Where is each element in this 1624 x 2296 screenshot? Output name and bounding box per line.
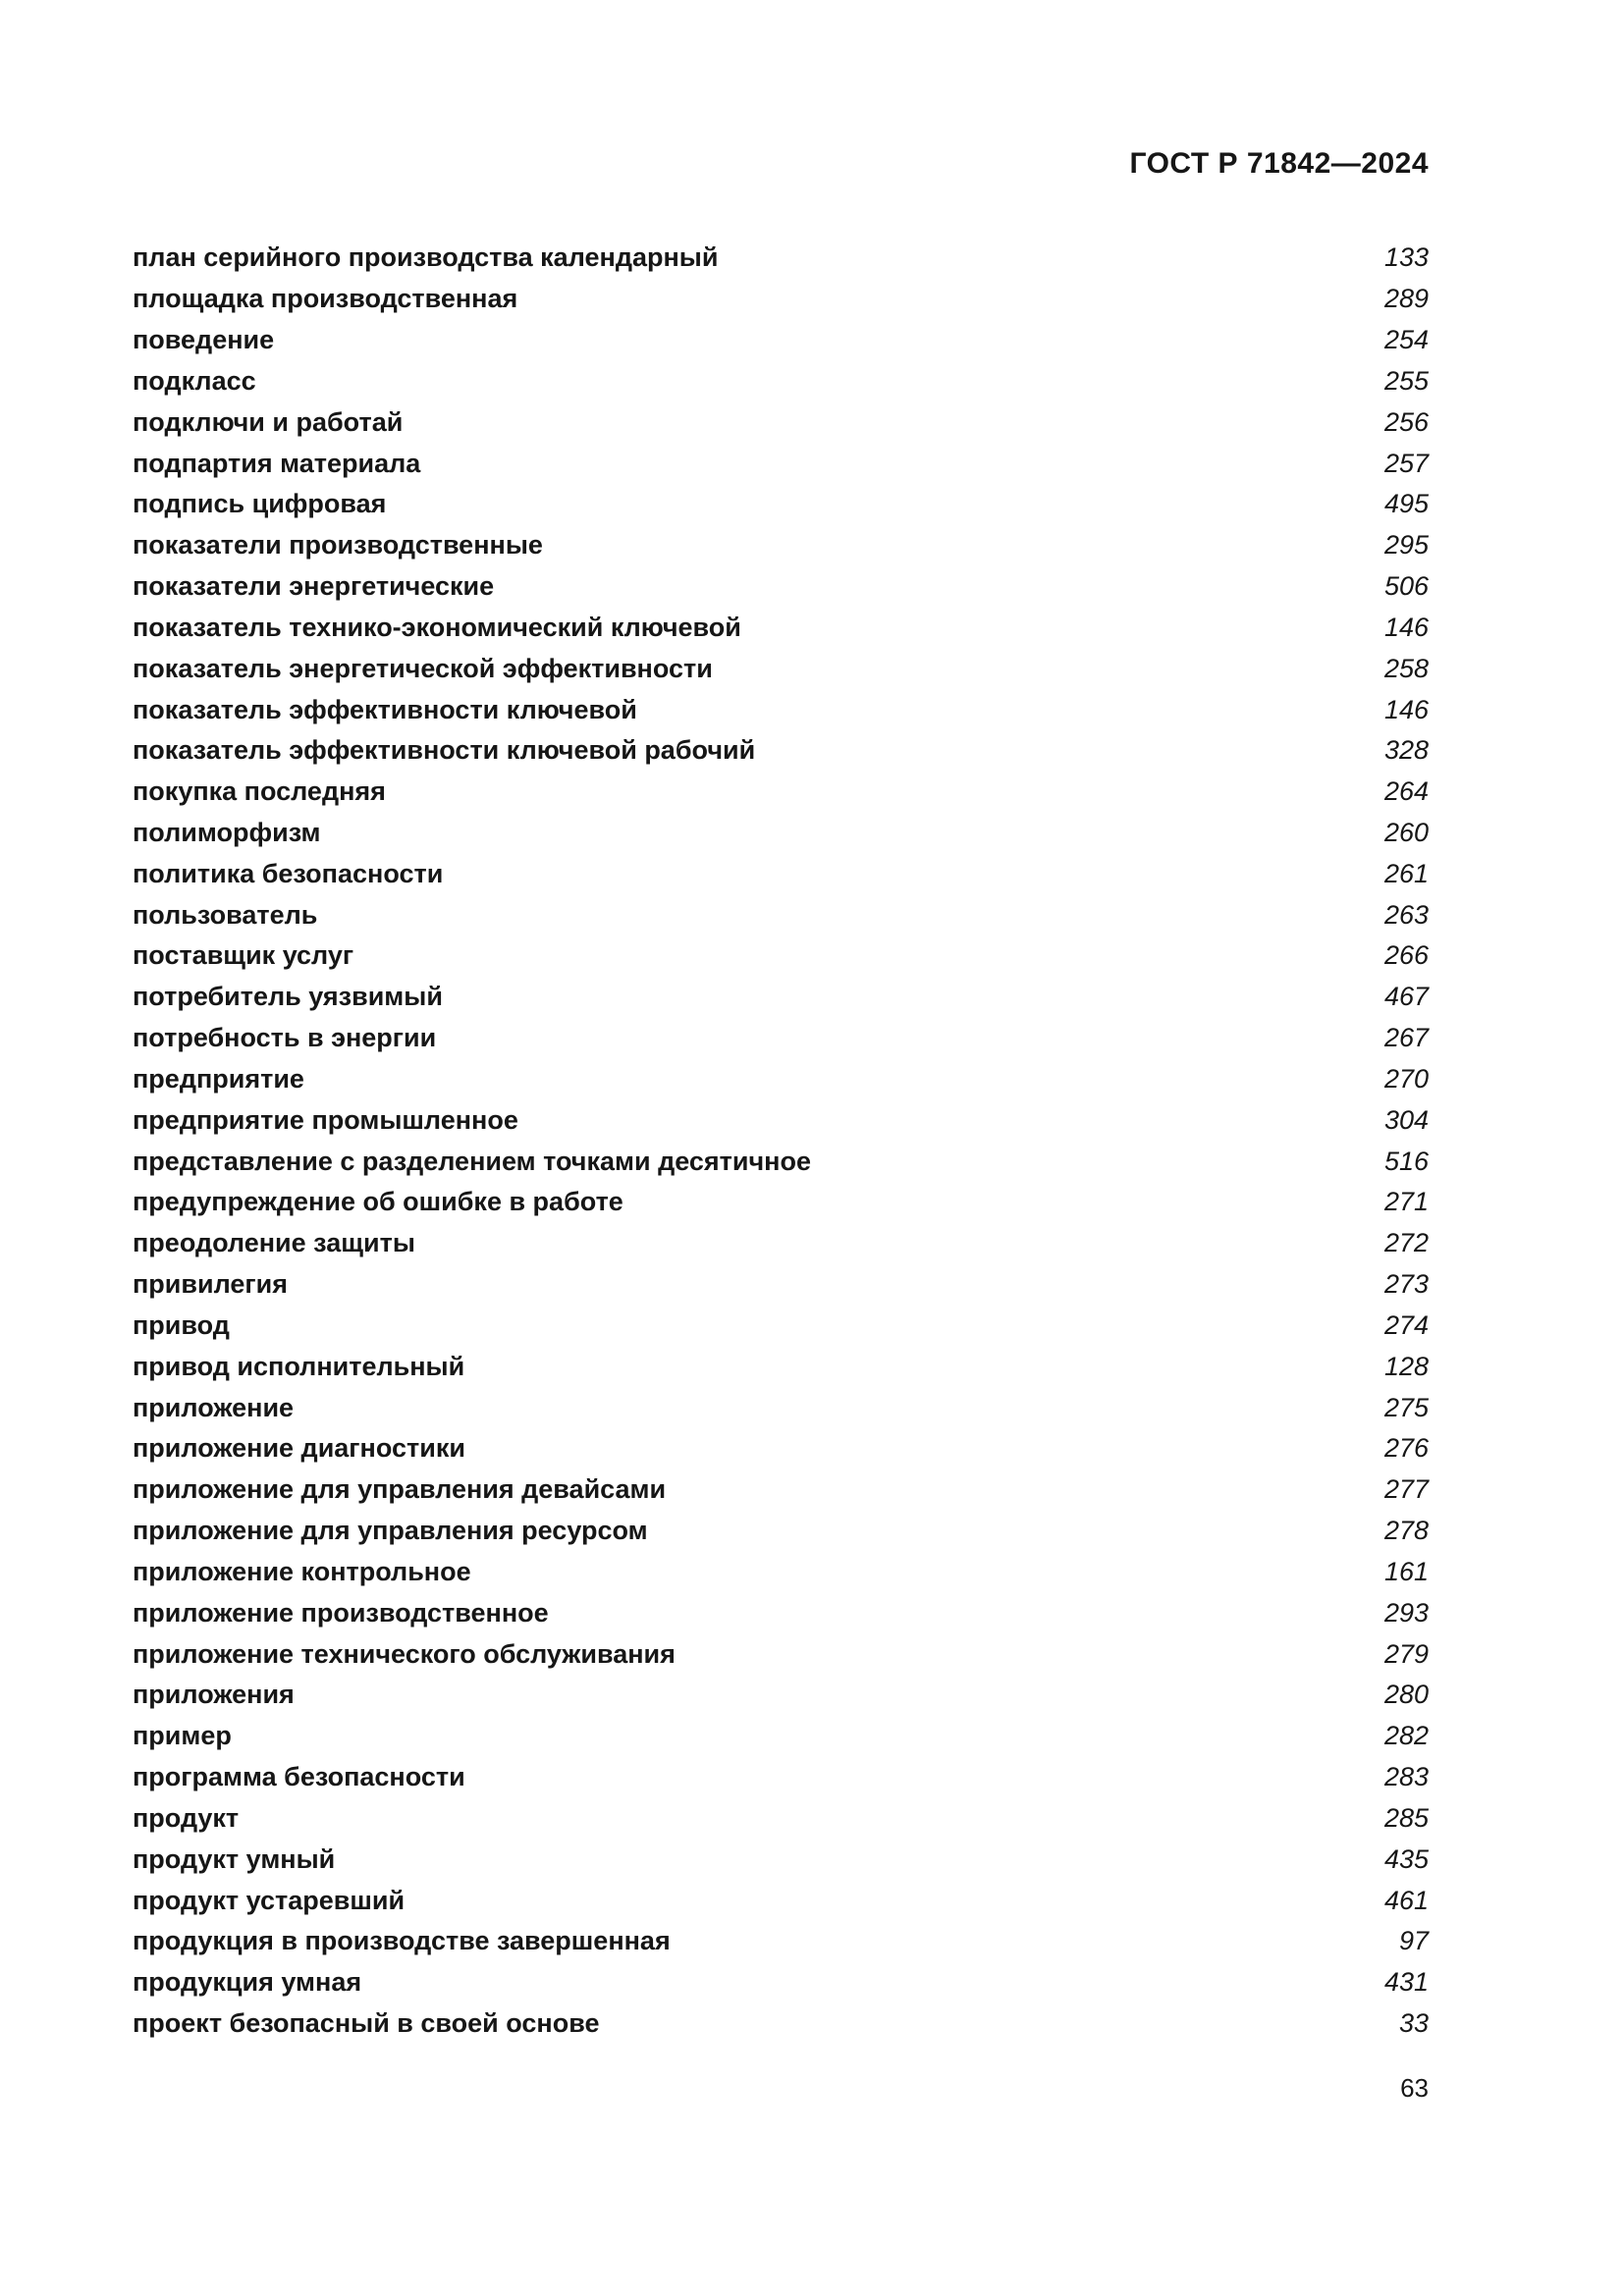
index-row — [133, 1059, 1429, 1100]
index-term: подпись цифровая — [133, 489, 387, 519]
index-row — [133, 1675, 1429, 1716]
index-page-number: 304 — [1383, 1104, 1429, 1135]
index-page-number: 272 — [1383, 1228, 1429, 1258]
index-row — [133, 1552, 1429, 1593]
index-page-number: 273 — [1383, 1269, 1429, 1300]
index-term: приложение контрольное — [133, 1556, 471, 1586]
index-page-number: 289 — [1383, 284, 1429, 314]
index-page-number: 261 — [1383, 858, 1429, 888]
index-term: пример — [133, 1721, 232, 1751]
index-term: покупка последняя — [133, 776, 386, 807]
index-row — [133, 894, 1429, 935]
index-page-number: 276 — [1383, 1433, 1429, 1464]
page-number: 63 — [1400, 2073, 1429, 2103]
index-row — [133, 689, 1429, 730]
index-row — [133, 1346, 1429, 1387]
index-row — [133, 1592, 1429, 1633]
index-page-number: 516 — [1383, 1146, 1429, 1176]
index-page-number: 467 — [1383, 982, 1429, 1012]
index-page-number: 435 — [1383, 1843, 1429, 1874]
index-term: площадка производственная — [133, 284, 518, 314]
index-term: показатели производственные — [133, 530, 543, 561]
index-term: преодоление защиты — [133, 1228, 415, 1258]
index-page-number: 264 — [1383, 776, 1429, 807]
index-page-number: 270 — [1383, 1063, 1429, 1094]
index-term: план серийного производства календарный — [133, 242, 719, 273]
index-term: продукт умный — [133, 1843, 336, 1874]
index-row — [133, 1018, 1429, 1059]
index-term: привилегия — [133, 1269, 289, 1300]
index-row — [133, 1797, 1429, 1839]
index-term: показатель эффективности ключевой рабочий — [133, 735, 756, 766]
index-row — [133, 977, 1429, 1018]
index-term: полиморфизм — [133, 818, 321, 847]
index-term: приложения — [133, 1680, 295, 1710]
index-page-number: 146 — [1383, 694, 1429, 724]
index-row — [133, 1428, 1429, 1469]
index-term: подключи и работай — [133, 406, 404, 437]
index-row — [133, 935, 1429, 977]
index-term: продукт — [133, 1802, 240, 1833]
index-page-number: 254 — [1383, 325, 1429, 355]
index-term: программа безопасности — [133, 1762, 465, 1792]
index-page-number: 282 — [1383, 1721, 1429, 1751]
index-term: привод — [133, 1309, 230, 1340]
index-page-number: 146 — [1383, 612, 1429, 642]
index-term: проект безопасный в своей основе — [133, 2008, 600, 2039]
index-row — [133, 813, 1429, 854]
index-term: приложение для управления ресурсом — [133, 1516, 648, 1546]
index-row — [133, 1182, 1429, 1223]
index-row — [133, 1099, 1429, 1141]
index-row — [133, 1141, 1429, 1182]
index-row — [133, 648, 1429, 689]
index-term: предприятие — [133, 1063, 304, 1094]
index-row — [133, 730, 1429, 772]
index-term: приложение технического обслуживания — [133, 1638, 676, 1669]
index-term: показатели энергетические — [133, 571, 495, 602]
index-term: продукт устаревший — [133, 1885, 406, 1915]
index-page-number: 461 — [1383, 1885, 1429, 1915]
document-code-header: ГОСТ Р 71842—2024 — [1129, 147, 1429, 180]
index-page-number: 277 — [1383, 1474, 1429, 1505]
index-term: приложение диагностики — [133, 1433, 465, 1464]
index-page-number: 279 — [1383, 1638, 1429, 1669]
index-page-number: 278 — [1383, 1516, 1429, 1546]
index-page-number: 283 — [1383, 1762, 1429, 1792]
index-page-number: 431 — [1383, 1967, 1429, 1998]
index-term: приложение — [133, 1392, 295, 1422]
index-page-number: 33 — [1398, 2008, 1429, 2039]
index-page-number: 274 — [1383, 1309, 1429, 1340]
index-row — [133, 1223, 1429, 1264]
index-row — [133, 1264, 1429, 1306]
index-row — [133, 320, 1429, 361]
index-row — [133, 1716, 1429, 1757]
index-page-number: 255 — [1383, 365, 1429, 396]
index-row — [133, 443, 1429, 484]
index-row — [133, 1921, 1429, 1962]
index-row — [133, 1306, 1429, 1347]
index-page-number: 506 — [1383, 571, 1429, 602]
index-term: пользователь — [133, 899, 318, 930]
index-row — [133, 566, 1429, 608]
index-page-number: 271 — [1383, 1187, 1429, 1217]
index-page-number: 267 — [1383, 1023, 1429, 1053]
index-page-number: 280 — [1383, 1680, 1429, 1710]
index-term: показатель технико-экономический ключевой — [133, 612, 741, 642]
index-row — [133, 525, 1429, 566]
index-page-number: 258 — [1383, 653, 1429, 683]
index-term: потребитель уязвимый — [133, 982, 443, 1012]
index-term: поведение — [133, 325, 275, 355]
index-row — [133, 2003, 1429, 2045]
index-term: приложение для управления девайсами — [133, 1474, 667, 1505]
index-page-number: 285 — [1383, 1802, 1429, 1833]
index-row — [133, 279, 1429, 320]
index-term: показатель энергетической эффективности — [133, 653, 713, 683]
index-page-number: 495 — [1383, 489, 1429, 519]
index-term: подкласс — [133, 365, 256, 396]
index-term: подпартия материала — [133, 448, 421, 478]
index-term: показатель эффективности ключевой — [133, 694, 637, 724]
index-row — [133, 1387, 1429, 1428]
index-page-number: 275 — [1383, 1392, 1429, 1422]
index-row — [133, 772, 1429, 813]
index-term: продукция умная — [133, 1967, 362, 1998]
index-page-number: 328 — [1383, 735, 1429, 766]
index-row — [133, 238, 1429, 279]
index-page-number: 293 — [1383, 1597, 1429, 1628]
index-page-number: 161 — [1383, 1556, 1429, 1586]
index-row — [133, 1469, 1429, 1511]
index-term: поставщик услуг — [133, 940, 354, 971]
index-row — [133, 1633, 1429, 1675]
index-row — [133, 1880, 1429, 1921]
index-row — [133, 853, 1429, 894]
index-term: предприятие промышленное — [133, 1104, 518, 1135]
index-row — [133, 1962, 1429, 2003]
index-page-number: 257 — [1383, 448, 1429, 478]
index-term: представление с разделением точками десятичное — [133, 1146, 811, 1176]
index-page-number: 128 — [1383, 1351, 1429, 1381]
index-term: приложение производственное — [133, 1597, 549, 1628]
index-row — [133, 1757, 1429, 1798]
index-page-number: 295 — [1383, 530, 1429, 561]
index-page-number: 133 — [1383, 242, 1429, 273]
index-page-number: 263 — [1383, 899, 1429, 930]
index-row — [133, 360, 1429, 401]
index-term: политика безопасности — [133, 858, 444, 888]
index-term: привод исполнительный — [133, 1351, 465, 1381]
index-term: продукция в производстве завершенная — [133, 1926, 671, 1956]
index-term: предупреждение об ошибке в работе — [133, 1187, 623, 1217]
index-term: потребность в энергии — [133, 1023, 437, 1053]
index-list — [133, 238, 1429, 2044]
index-page-number: 266 — [1383, 940, 1429, 971]
index-row — [133, 1839, 1429, 1880]
index-row — [133, 401, 1429, 443]
index-page-number: 256 — [1383, 406, 1429, 437]
index-page-number: 260 — [1383, 818, 1429, 847]
index-row — [133, 607, 1429, 648]
index-page-number: 97 — [1398, 1926, 1429, 1956]
index-row — [133, 484, 1429, 525]
index-row — [133, 1511, 1429, 1552]
